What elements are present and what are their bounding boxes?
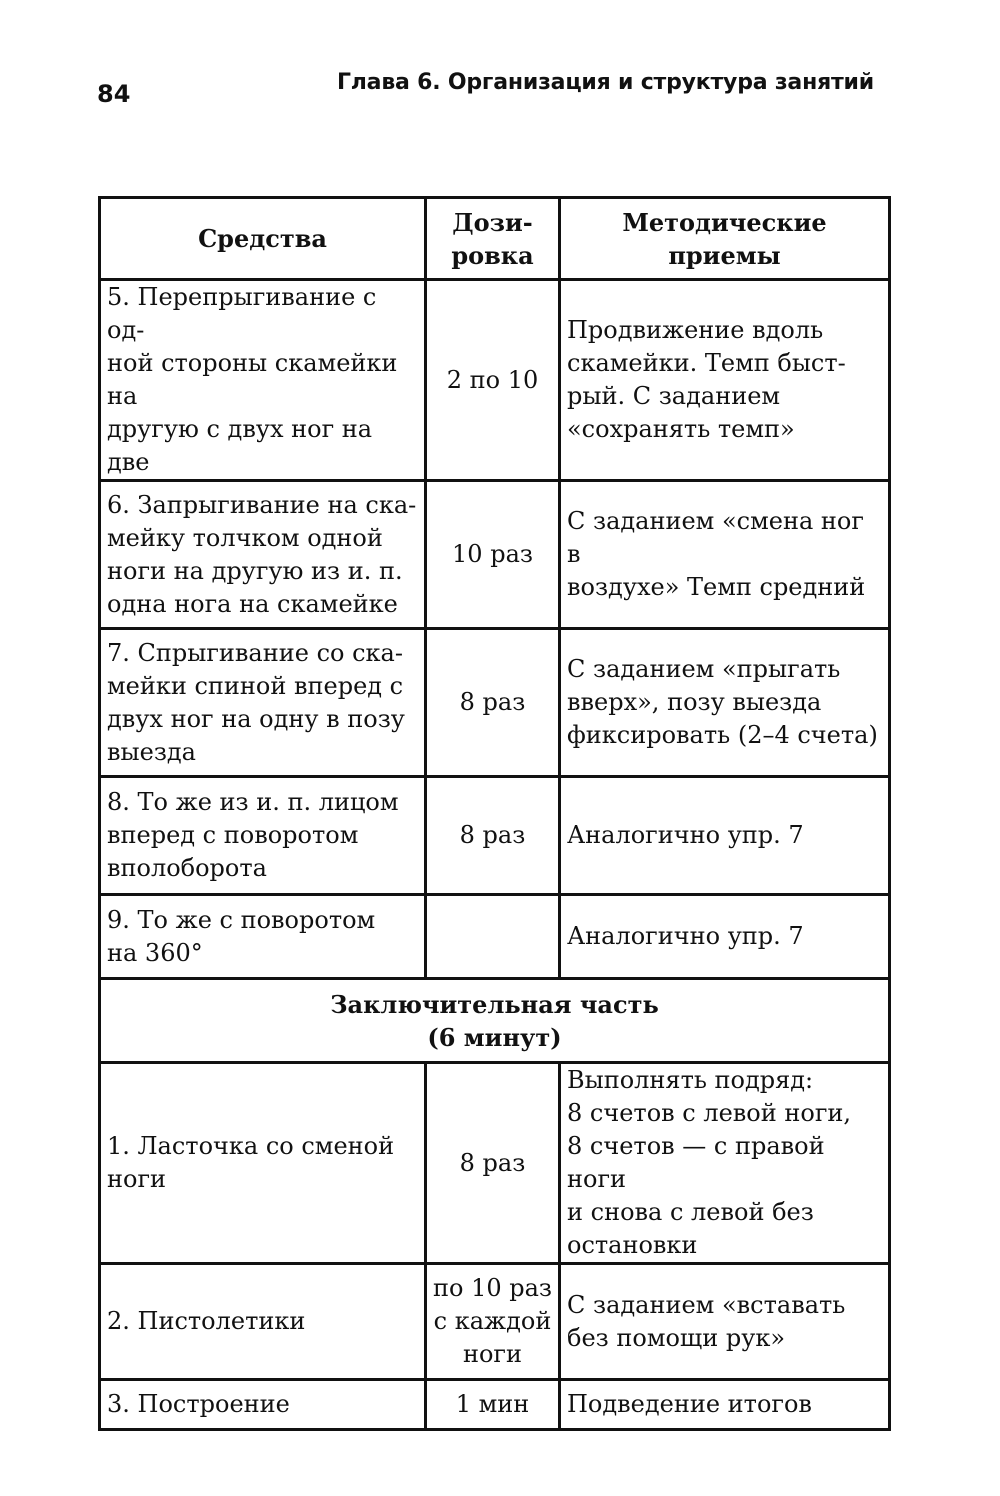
- cell-method: С заданием «вставать без помощи рук»: [560, 1264, 890, 1380]
- cell-method: С заданием «прыгать вверх», позу выезда фиксировать (2–4 счета): [560, 629, 890, 777]
- table-header-row: [100, 198, 890, 280]
- cell-means: 9. То же с поворотом на 360°: [100, 895, 426, 979]
- table-row: [100, 1380, 890, 1430]
- table-row: [100, 629, 890, 777]
- cell-method: Подведение итогов: [560, 1380, 890, 1430]
- page-number: 84: [97, 80, 131, 108]
- cell-dose: 8 раз: [426, 629, 560, 777]
- cell-dose: 8 раз: [426, 1063, 560, 1264]
- cell-means: 5. Перепрыгивание с од- ной стороны скамейки на другую с двух ног на две: [100, 280, 426, 481]
- cell-means: 2. Пистолетики: [100, 1264, 426, 1380]
- cell-dose: по 10 раз с каждой ноги: [426, 1264, 560, 1380]
- cell-dose: 2 по 10: [426, 280, 560, 481]
- cell-means: 7. Спрыгивание со ска- мейки спиной вперед с двух ног на одну в позу выезда: [100, 629, 426, 777]
- column-header-dose: Дози- ровка: [426, 198, 560, 280]
- section-heading: Заключительная часть (6 минут): [100, 979, 890, 1063]
- section-row: [100, 979, 890, 1063]
- table-row: [100, 895, 890, 979]
- cell-method: Выполнять подряд: 8 счетов с левой ноги, 8 счетов — с правой ноги и снова с левой без остановки: [560, 1063, 890, 1264]
- table-row: [100, 481, 890, 629]
- cell-dose: 1 мин: [426, 1380, 560, 1430]
- cell-method: Аналогично упр. 7: [560, 895, 890, 979]
- chapter-running-head: Глава 6. Организация и структура занятий: [336, 70, 874, 95]
- column-header-method: Методические приемы: [560, 198, 890, 280]
- cell-method: С заданием «смена ног в воздухе» Темп средний: [560, 481, 890, 629]
- table-row: [100, 1264, 890, 1380]
- column-header-means: Средства: [100, 198, 426, 280]
- cell-dose: [426, 895, 560, 979]
- cell-means: 1. Ласточка со сменой ноги: [100, 1063, 426, 1264]
- table-row: [100, 777, 890, 895]
- table-row: [100, 280, 890, 481]
- cell-method: Продвижение вдоль скамейки. Темп быст- рый. С заданием «сохранять темп»: [560, 280, 890, 481]
- cell-dose: 10 раз: [426, 481, 560, 629]
- table-row: [100, 1063, 890, 1264]
- exercise-table: [98, 196, 891, 1431]
- cell-means: 6. Запрыгивание на ска- мейку толчком одной ноги на другую из и. п. одна нога на скамейке: [100, 481, 426, 629]
- cell-method: Аналогично упр. 7: [560, 777, 890, 895]
- cell-means: 8. То же из и. п. лицом вперед с поворотом вполоборота: [100, 777, 426, 895]
- cell-dose: 8 раз: [426, 777, 560, 895]
- cell-means: 3. Построение: [100, 1380, 426, 1430]
